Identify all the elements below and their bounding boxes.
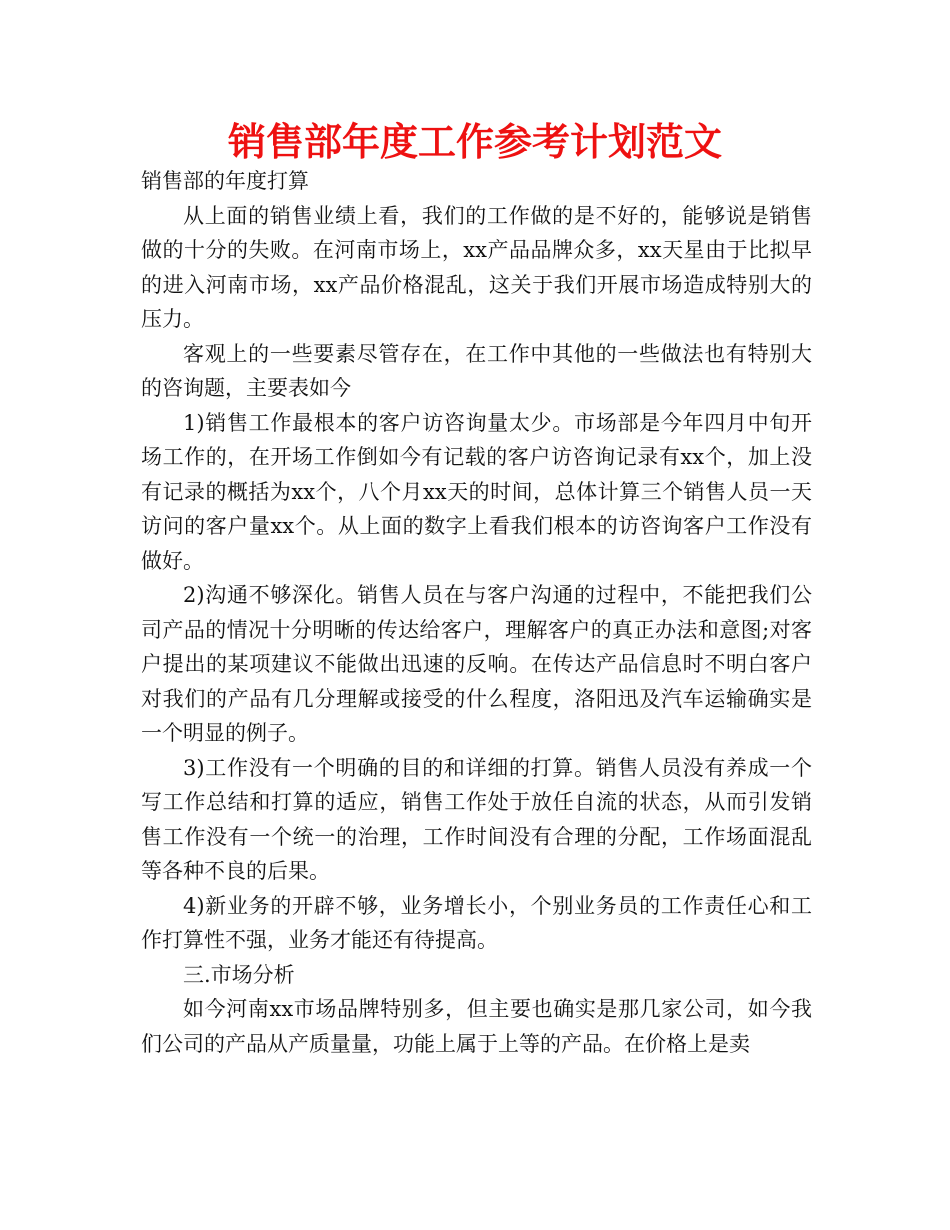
- paragraph: 3)工作没有一个明确的目的和详细的打算。销售人员没有养成一个写工作总结和打算的适应，销售工作处于放任自流的状态，从而引发销售工作没有一个统一的治理，工作时间没有合理的分配，工作场面混乱等各种不良的后果。: [141, 755, 812, 883]
- paragraph: 1)销售工作最根本的客户访咨询量太少。市场部是今年四月中旬开场工作的，在开场工作倒如今有记载的客户访咨询记录有xx个，加上没有记录的概括为xx个，八个月xx天的时间，总体计算三个销售人员一天访问的客户量xx个。从上面的数字上看我们根本的访咨询客户工作没有做好。: [141, 410, 812, 573]
- document-title: 销售部年度工作参考计划范文: [227, 120, 722, 164]
- paragraph: 客观上的一些要素尽管存在，在工作中其他的一些做法也有特别大的咨询题，主要表如今: [141, 341, 812, 400]
- section-heading: 销售部的年度打算: [141, 169, 309, 193]
- paragraph: 从上面的销售业绩上看，我们的工作做的是不好的，能够说是销售做的十分的失败。在河南市场上，xx产品品牌众多，xx天星由于比拟早的进入河南市场，xx产品价格混乱，这关于我们开展市场造成特别大的压力。: [141, 203, 812, 331]
- section-heading: 三.市场分析: [183, 962, 295, 987]
- paragraph: 如今河南xx市场品牌特别多，但主要也确实是那几家公司，如今我们公司的产品从产质量量，功能上属于上等的产品。在价格上是卖: [141, 997, 812, 1056]
- paragraph: 2)沟通不够深化。销售人员在与客户沟通的过程中，不能把我们公司产品的情况十分明晰的传达给客户，理解客户的真正办法和意图;对客户提出的某项建议不能做出迅速的反响。在传达产品信息时不明白客户对我们的产品有几分理解或接受的什么程度，洛阳迅及汽车运输确实是一个明显的例子。: [141, 583, 812, 745]
- paragraph: 4)新业务的开辟不够，业务增长小，个别业务员的工作责任心和工作打算性不强，业务才能还有待提高。: [141, 893, 812, 952]
- document-body: [141, 164, 812, 1061]
